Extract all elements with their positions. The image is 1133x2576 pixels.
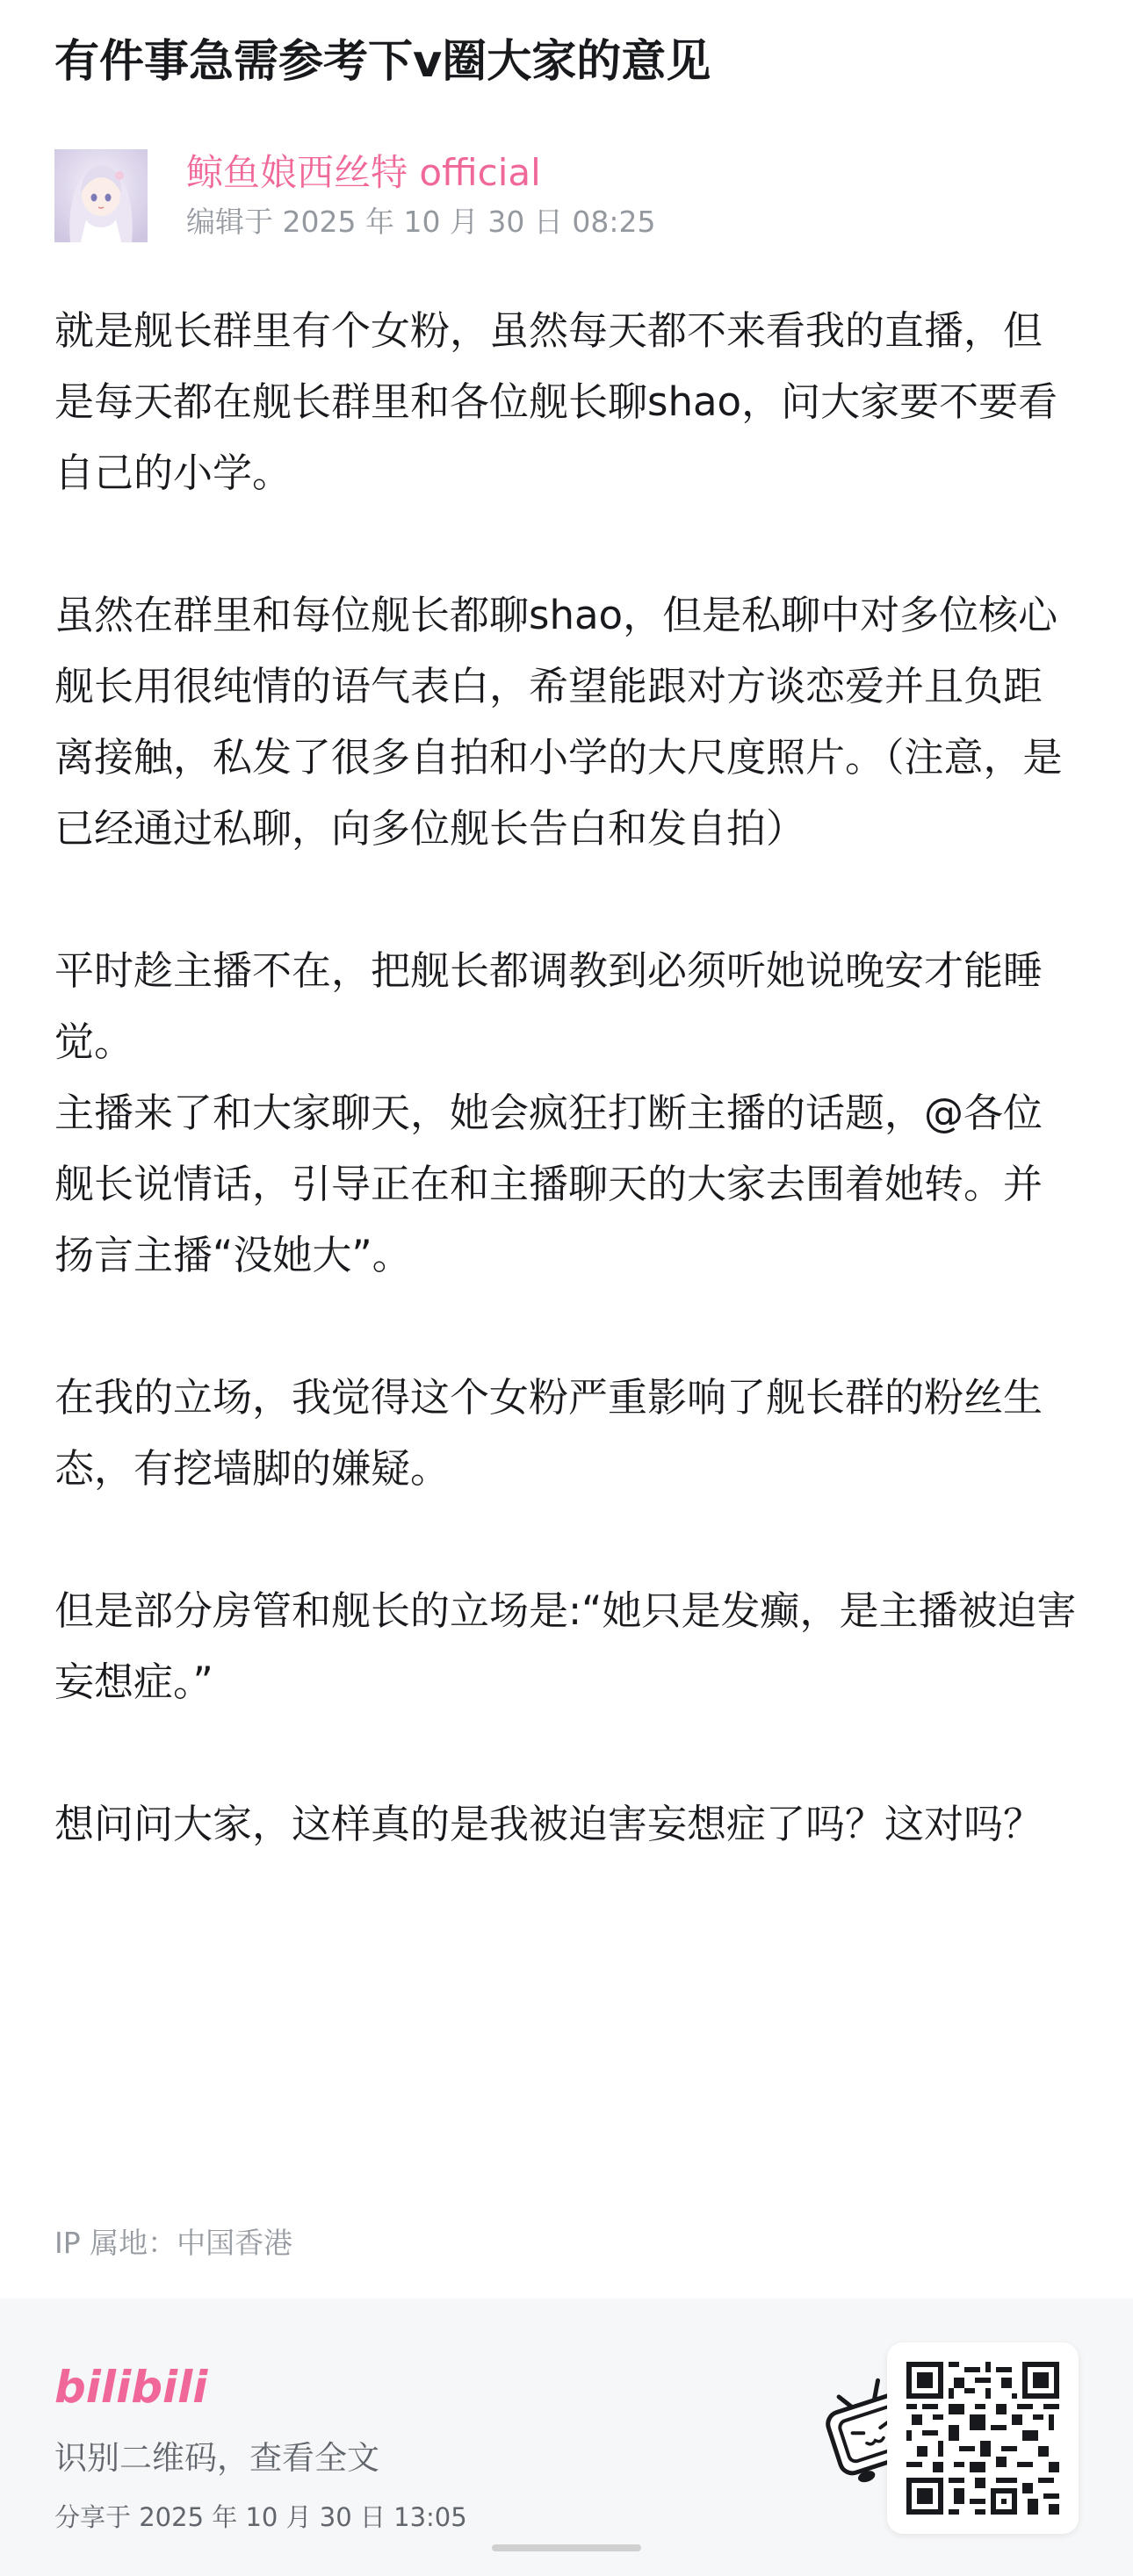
- paragraph: 就是舰长群里有个女粉，虽然每天都不来看我的直播，但是每天都在舰长群里和各位舰长聊shao，问大家要不要看自己的小学。: [54, 307, 1058, 496]
- paragraph: 虽然在群里和每位舰长都聊shao，但是私聊中对多位核心舰长用很纯情的语气表白，希望能跟对方谈恋爱并且负距离接触，私发了很多自拍和小学的大尺度照片。（注意，是已经通过私聊，向多位舰长告白和发自拍）: [54, 592, 1063, 852]
- scan-qr-hint: 识别二维码，查看全文: [54, 2439, 379, 2477]
- paragraph: 但是部分房管和舰长的立场是:“她只是发癫，是主播被迫害妄想症。”: [54, 1587, 1077, 1705]
- anime-girl-avatar-icon: [54, 149, 148, 242]
- qr-code-card[interactable]: [887, 2342, 1079, 2534]
- author-avatar[interactable]: [54, 149, 148, 242]
- ip-location: IP 属地：中国香港: [54, 2226, 293, 2260]
- share-footer: [0, 2299, 1133, 2576]
- qr-code-icon: [906, 2362, 1059, 2515]
- paragraph: 在我的立场，我觉得这个女粉严重影响了舰长群的粉丝生态，有挖墙脚的嫌疑。: [54, 1374, 1043, 1492]
- home-indicator: [492, 2544, 641, 2551]
- article-body: [54, 295, 1079, 1931]
- paragraph: 平时趁主播不在，把舰长都调教到必须听她说晚安才能睡觉。: [54, 947, 1043, 1065]
- edit-time: 编辑于 2025 年 10 月 30 日 08:25: [186, 205, 656, 239]
- author-row: [54, 148, 1079, 246]
- paragraph: 想问问大家，这样真的是我被迫害妄想症了吗？这对吗？: [54, 1801, 1043, 1847]
- share-time: 分享于 2025 年 10 月 30 日 13:05: [54, 2502, 467, 2532]
- author-name[interactable]: 鲸鱼娘西丝特 official: [186, 151, 541, 194]
- bilibili-logo-text: bilibili: [54, 2362, 208, 2413]
- article-title: 有件事急需参考下v圈大家的意见: [54, 36, 711, 88]
- paragraph: 主播来了和大家聊天，她会疯狂打断主播的话题，@各位舰长说情话，引导正在和主播聊天的大家去围着她转。并扬言主播“没她大”。: [54, 1090, 1043, 1278]
- bilibili-logo-icon: [54, 2357, 208, 2414]
